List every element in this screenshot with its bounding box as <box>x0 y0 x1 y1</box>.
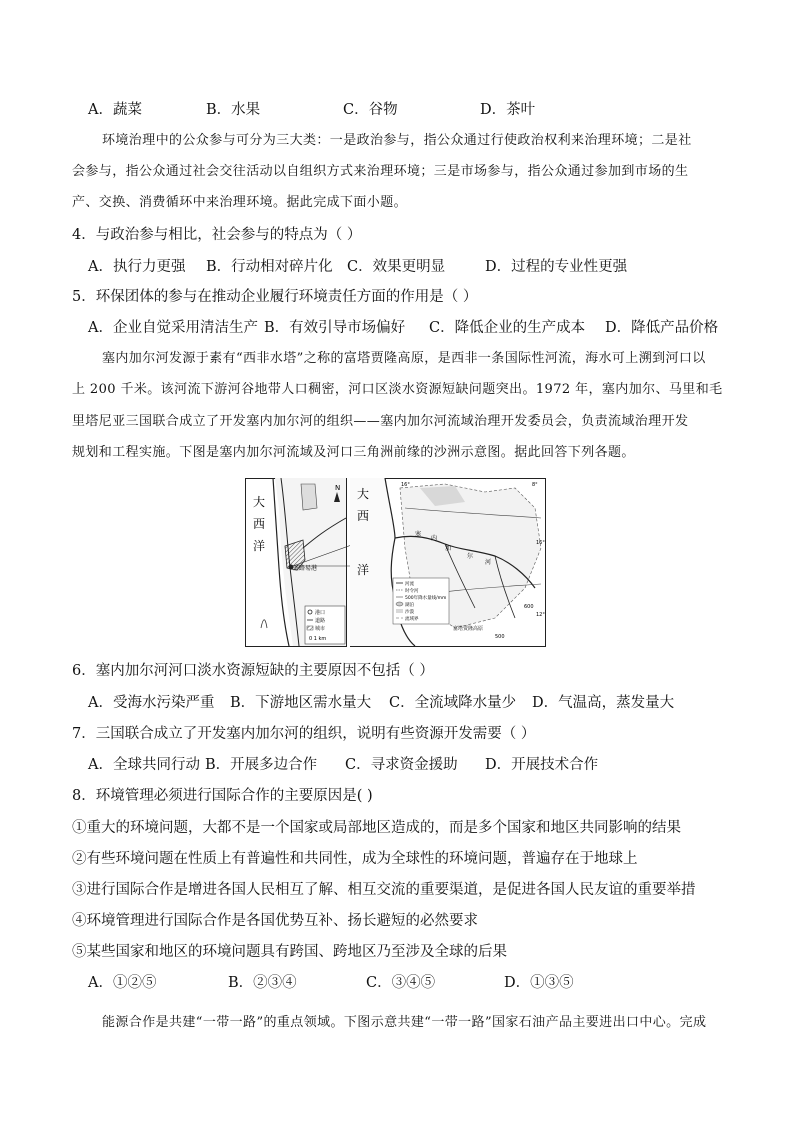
passage2-line: 规划和工程实施。下图是塞内加尔河流域及河口三角洲前缘的沙洲示意图。据此回答下列各题。 <box>72 445 635 460</box>
q8-item: ②有些环境问题在性质上有普遍性和共同性，成为全球性的环境问题，普遍存在于地球上 <box>72 851 638 867</box>
q4-option-c: C．效果更明显 <box>347 259 446 275</box>
passage1-line: 产、交换、消费循环中来治理环境。据此完成下面小题。 <box>72 195 408 210</box>
isohyet-label: 600 <box>524 604 534 610</box>
q7-options <box>88 755 722 775</box>
coord-label: 16° <box>536 540 545 546</box>
river-char: 河 <box>485 559 492 566</box>
ocean-char: 西 <box>253 517 266 531</box>
q3-option-c: C．谷物 <box>343 102 398 118</box>
q8-options <box>88 973 722 993</box>
legend-scale: 0 1 km <box>309 636 327 642</box>
legend-isohyet: 500年降水量线/mm <box>405 596 447 601</box>
q8-option-b: B．②③④ <box>228 975 297 991</box>
q4-option-d: D．过程的专业性更强 <box>485 259 628 275</box>
q7-option-a: A．全球共同行动 <box>88 757 200 773</box>
ocean-char: 大 <box>253 495 266 509</box>
legend-city: 城市 <box>315 626 326 632</box>
q3-option-a: A．蔬菜 <box>88 102 142 118</box>
q8-item: ⑤某些国家和地区的环境问题具有跨国、跨地区乃至涉及全球的后果 <box>72 944 507 960</box>
passage3-line: 能源合作是共建“一带一路”的重点领域。下图示意共建“一带一路”国家石油产品主要进出口中心。完成 <box>102 1015 707 1030</box>
isohyet-label: 500 <box>495 634 505 640</box>
legend-port: 港口 <box>315 610 326 616</box>
passage1-line: 会参与，指公众通过社会交往活动以自组织方式来治理环境；三是市场参与，指公众通过参加到市场的生 <box>72 164 689 179</box>
q4-stem: 4．与政治参与相比，社会参与的特点为（ ） <box>72 227 362 243</box>
legend-road: 道路 <box>315 618 326 624</box>
q5-option-c: C．降低企业的生产成本 <box>429 320 586 336</box>
q5-option-a: A．企业自觉采用清洁生产 <box>88 320 258 336</box>
passage2-line: 上 200 千米。该河流下游河谷地带人口稠密，河口区淡水资源短缺问题突出。1972 年，塞内加尔、马里和毛 <box>72 382 723 397</box>
legend-desert: 沙漠 <box>405 610 414 615</box>
river-char: 内 <box>431 535 438 542</box>
q6-stem: 6．塞内加尔河河口淡水资源短缺的主要原因不包括（ ） <box>72 663 434 679</box>
north-label: N <box>335 484 341 492</box>
q8-option-a: A．①②⑤ <box>88 975 157 991</box>
ocean-char: 大 <box>357 487 370 501</box>
q7-stem: 7．三国联合成立了开发塞内加尔河的组织，说明有些资源开发需要（ ） <box>72 726 536 742</box>
q6-option-c: C．全流域降水量少 <box>389 695 517 711</box>
q8-item: ③进行国际合作是增进各国人民相互了解、相互交流的重要渠道，是促进各国人民友谊的重要举措 <box>72 882 696 898</box>
coord-label: 8° <box>532 482 538 488</box>
q6-option-a: A．受海水污染严重 <box>88 695 215 711</box>
q6-options <box>88 693 722 713</box>
q4-options <box>88 257 722 277</box>
q3-option-d: D．茶叶 <box>480 102 536 118</box>
q8-item: ④环境管理进行国际合作是各国优势互补、扬长避短的必然要求 <box>72 913 478 929</box>
q8-stem: 8．环境管理必须进行国际合作的主要原因是( ) <box>72 788 373 804</box>
passage2-line: 塞内加尔河发源于素有“西非水塔”之称的富塔贾隆高原，是西非一条国际性河流，海水可上溯到河口以 <box>102 351 706 366</box>
basin-map-panel <box>350 478 546 647</box>
river-char: 加 <box>445 545 452 552</box>
q5-stem: 5．环保团体的参与在推动企业履行环境责任方面的作用是（ ） <box>72 289 478 305</box>
ocean-char: 洋 <box>253 539 266 553</box>
q3-options <box>88 100 722 120</box>
q7-option-c: C．寻求资金援助 <box>345 757 458 773</box>
q6-option-b: B．下游地区需水量大 <box>230 695 372 711</box>
legend-river: 河流 <box>405 582 414 587</box>
q3-option-b: B．水果 <box>206 102 261 118</box>
passage1-line: 环境治理中的公众参与可分为三大类：一是政治参与，指公众通过行使政治权利来治理环境；二是社 <box>102 133 692 148</box>
ocean-char: 西 <box>357 509 370 523</box>
q7-option-d: D．开展技术合作 <box>485 757 599 773</box>
river-char: 塞 <box>415 531 422 538</box>
passage2-line: 里塔尼亚三国联合成立了开发塞内加尔河的组织——塞内加尔河流域治理开发委员会，负责流域治理开发 <box>72 414 689 429</box>
coord-label: 16° <box>401 482 410 488</box>
ocean-char: 洋 <box>357 563 370 577</box>
q8-option-d: D．①③⑤ <box>504 975 574 991</box>
legend-seasonal-river: 时令河 <box>405 589 419 594</box>
q8-option-c: C．③④⑤ <box>366 975 436 991</box>
estuary-map-panel <box>246 478 347 647</box>
q5-option-d: D．降低产品价格 <box>605 320 719 336</box>
q8-item: ①重大的环境问题，大都不是一个国家或局部地区造成的，而是多个国家和地区共同影响的结果 <box>72 820 681 836</box>
q5-option-b: B．有效引导市场偏好 <box>264 320 406 336</box>
q5-options <box>88 318 722 338</box>
q7-option-b: B．开展多边合作 <box>205 757 318 773</box>
legend-lake: 湖泊 <box>405 603 414 608</box>
q4-option-b: B．行动相对碎片化 <box>206 259 333 275</box>
q4-option-a: A．执行力更强 <box>88 259 186 275</box>
highland-label: 富塔贾隆高原 <box>453 626 484 632</box>
q6-option-d: D．气温高，蒸发量大 <box>532 695 675 711</box>
river-char: 尔 <box>467 553 474 560</box>
city-label: 圣路易港 <box>293 565 318 572</box>
legend-basin-boundary: 流域界 <box>405 617 419 622</box>
coord-label: 12° <box>536 612 545 618</box>
senegal-river-map-figure <box>245 478 546 647</box>
